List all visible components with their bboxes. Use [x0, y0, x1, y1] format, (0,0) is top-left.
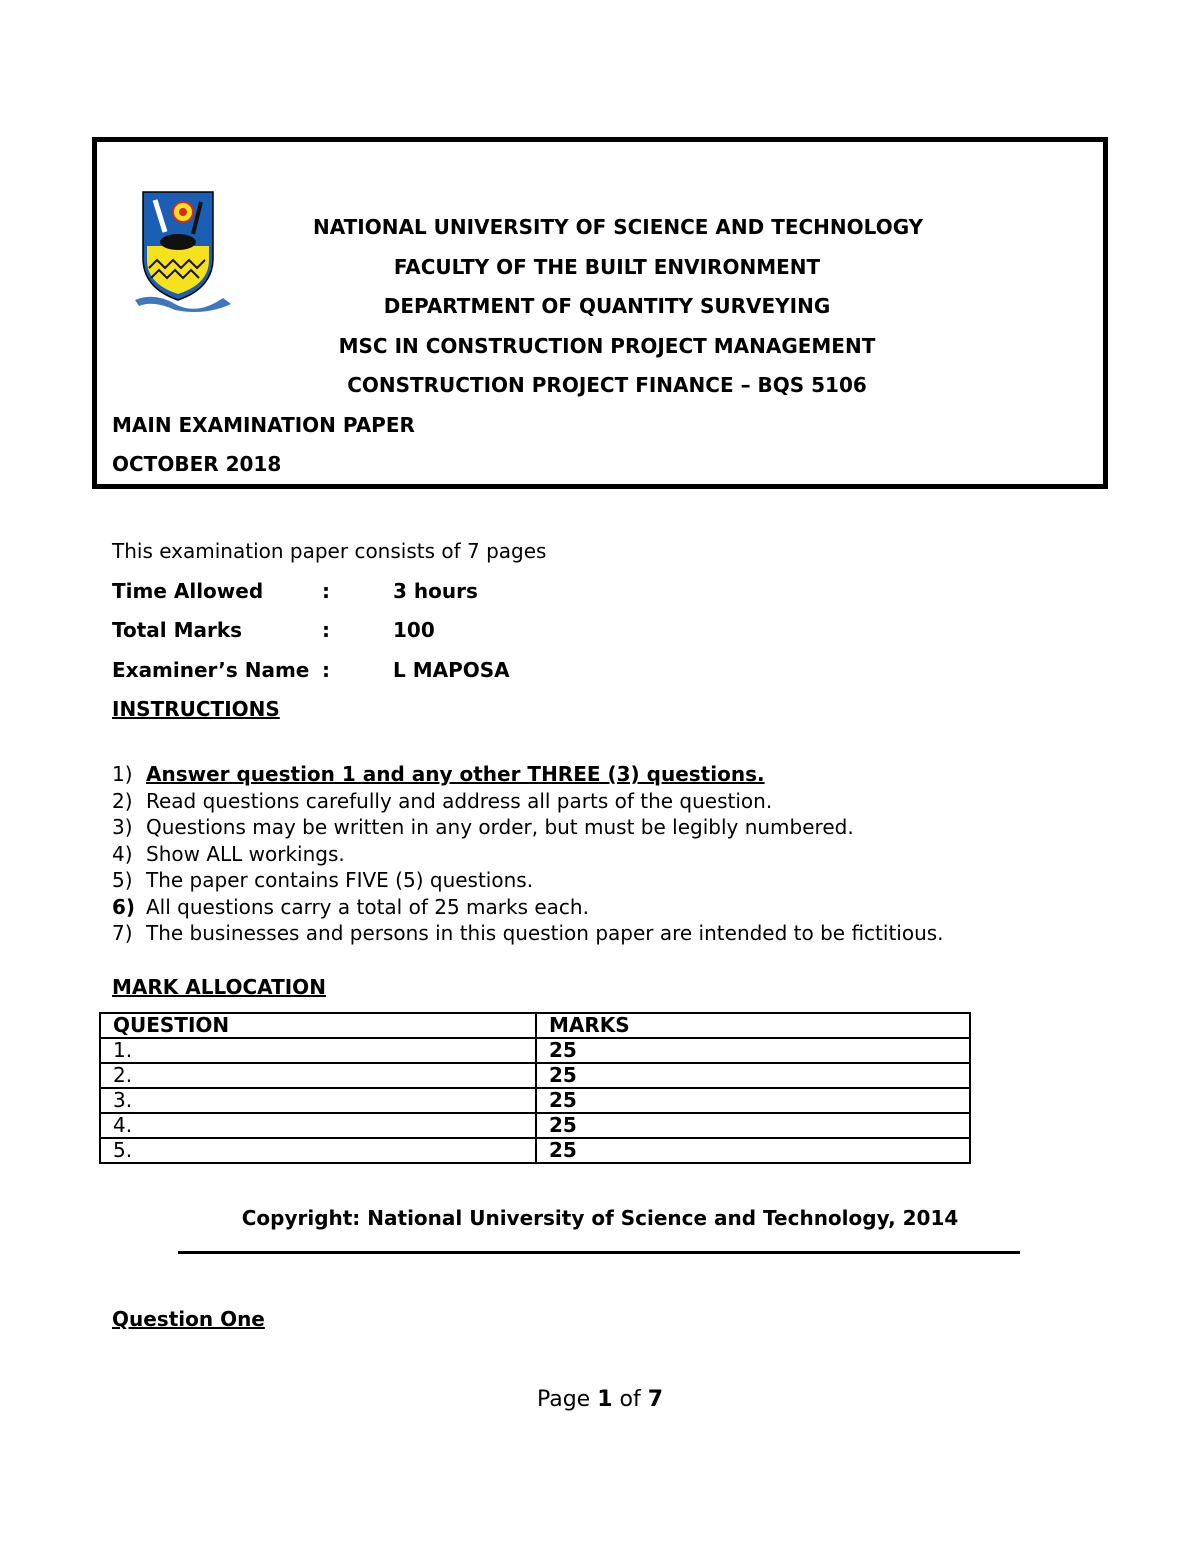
copyright-notice: [0, 1206, 1200, 1230]
mark-allocation-table: [99, 1012, 971, 1164]
instruction-text: Answer question 1 and any other THREE (3) questions.: [146, 762, 765, 786]
info-separator: :: [322, 658, 330, 682]
faculty-name: FACULTY OF THE BUILT ENVIRONMENT: [393, 255, 821, 279]
instruction-text: Show ALL workings.: [146, 842, 345, 866]
question-cell: 2.: [100, 1063, 536, 1088]
info-separator: :: [322, 579, 330, 603]
copyright-text: Copyright: National University of Science and Technology, 2014: [241, 1206, 959, 1230]
instruction-item: [112, 761, 765, 787]
instruction-item: [112, 867, 533, 893]
pages-note: This examination paper consists of 7 pages: [112, 539, 547, 563]
marks-cell: 25: [536, 1038, 970, 1063]
instruction-number: 7): [112, 921, 133, 945]
table-row: [100, 1038, 970, 1063]
question-cell: 4.: [100, 1113, 536, 1138]
instruction-number: 6): [112, 895, 136, 919]
instruction-number: 4): [112, 842, 133, 866]
footer-middle: of: [612, 1387, 648, 1412]
table-row: [100, 1088, 970, 1113]
footer-total-pages: 7: [647, 1387, 664, 1412]
paper-type: MAIN EXAMINATION PAPER: [112, 413, 415, 437]
instruction-item: [112, 814, 854, 840]
info-label: Total Marks: [112, 618, 243, 642]
instructions-heading: INSTRUCTIONS: [112, 697, 280, 721]
marks-cell: 25: [536, 1113, 970, 1138]
column-header-marks: MARKS: [536, 1013, 970, 1038]
instruction-item: [112, 920, 944, 946]
question-cell: 1.: [100, 1038, 536, 1063]
department-name: DEPARTMENT OF QUANTITY SURVEYING: [383, 294, 831, 318]
question-cell: 5.: [100, 1138, 536, 1163]
question-heading: Question One: [112, 1307, 265, 1331]
table-row: [100, 1138, 970, 1163]
column-header-question: QUESTION: [100, 1013, 536, 1038]
programme-name: MSC IN CONSTRUCTION PROJECT MANAGEMENT: [338, 334, 876, 358]
header-box: [92, 137, 1108, 489]
instruction-text: Read questions carefully and address all parts of the question.: [146, 789, 773, 813]
info-value: L MAPOSA: [393, 658, 510, 682]
university-name: NATIONAL UNIVERSITY OF SCIENCE AND TECHNOLOGY: [313, 215, 924, 239]
instruction-number: 3): [112, 815, 133, 839]
marks-cell: 25: [536, 1063, 970, 1088]
exam-date: OCTOBER 2018: [112, 452, 282, 476]
info-value: 3 hours: [393, 579, 478, 603]
table-row: [100, 1063, 970, 1088]
instruction-text: Questions may be written in any order, but must be legibly numbered.: [146, 815, 854, 839]
question-cell: 3.: [100, 1088, 536, 1113]
instruction-text: The businesses and persons in this question paper are intended to be fictitious.: [146, 921, 944, 945]
instruction-number: 2): [112, 789, 133, 813]
instruction-item: [112, 894, 589, 920]
page-footer: [0, 1387, 1200, 1412]
instruction-text: All questions carry a total of 25 marks each.: [146, 895, 589, 919]
instruction-item: [112, 841, 345, 867]
info-label: Time Allowed: [112, 579, 264, 603]
horizontal-rule: [178, 1251, 1020, 1254]
instruction-number: 1): [112, 762, 133, 786]
marks-cell: 25: [536, 1138, 970, 1163]
instruction-text: The paper contains FIVE (5) questions.: [146, 868, 534, 892]
info-label: Examiner’s Name: [112, 658, 310, 682]
mark-allocation-heading: MARK ALLOCATION: [112, 975, 326, 999]
info-separator: :: [322, 618, 330, 642]
course-name: CONSTRUCTION PROJECT FINANCE – BQS 5106: [347, 373, 867, 397]
info-value: 100: [393, 618, 435, 642]
table-row: [100, 1113, 970, 1138]
marks-cell: 25: [536, 1088, 970, 1113]
footer-current-page: 1: [597, 1387, 613, 1412]
footer-prefix: Page: [536, 1387, 598, 1412]
table-header-row: [100, 1013, 970, 1038]
instruction-number: 5): [112, 868, 133, 892]
instruction-item: [112, 788, 772, 814]
